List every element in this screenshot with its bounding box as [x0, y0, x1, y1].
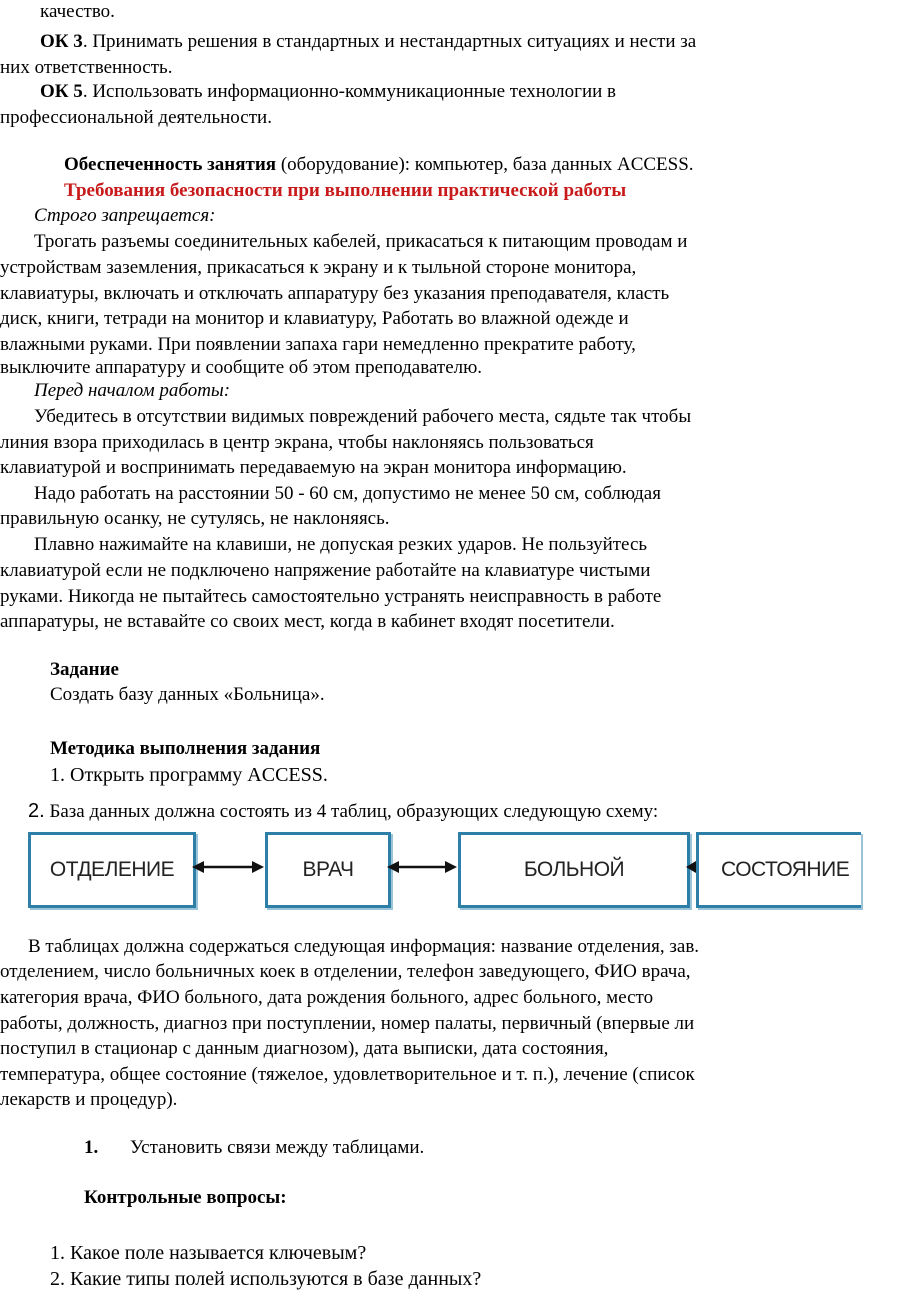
step-2	[28, 801, 844, 821]
paragraph-line: устройствам заземления, прикасаться к экрану и к тыльной стороне монитора,	[0, 257, 637, 278]
paragraph-line: клавиатурой и воспринимать передаваемую на экран монитора информацию.	[0, 457, 627, 478]
question-1: 1. Какое поле называется ключевым?	[50, 1242, 367, 1264]
double-arrow-icon	[686, 859, 696, 875]
step-1: 1. Открыть программу ACCESS.	[50, 764, 328, 786]
links-step	[84, 1138, 900, 1157]
diagram-box-state: СОСТОЯНИЕ	[696, 832, 861, 908]
ok3-text: . Принимать решения в стандартных и нестандартных ситуациях и нести за	[82, 31, 697, 52]
equipment-text: (оборудование): компьютер, база данных ACCESS.	[276, 154, 694, 175]
paragraph-line: Надо работать на расстоянии 50 - 60 см, допустимо не менее 50 см, соблюдая	[34, 483, 661, 504]
paragraph-line: В таблицах должна содержаться следующая информация: название отделения, зав.	[28, 936, 700, 957]
diagram-box-patient: БОЛЬНОЙ	[458, 832, 690, 908]
step-2-number: 2.	[28, 800, 45, 822]
paragraph-line: категория врача, ФИО больного, дата рождения больного, адрес больного, место	[0, 987, 654, 1008]
ok5-label: ОК 5	[40, 81, 83, 102]
before-work-heading: Перед началом работы:	[34, 380, 231, 401]
ok3-label: ОК 3	[40, 31, 83, 52]
text-line: профессиональной деятельности.	[0, 107, 272, 128]
ok3-line	[40, 32, 856, 51]
paragraph-line: аппаратуры, не вставайте со своих мест, когда в кабинет входят посетители.	[0, 611, 615, 632]
paragraph-line: Плавно нажимайте на клавиши, не допуская резких ударов. Не пользуйтесь	[34, 534, 648, 555]
paragraph-line: правильную осанку, не сутулясь, не наклоняясь.	[0, 508, 390, 529]
paragraph-line: температура, общее состояние (тяжелое, удовлетворительное и т. п.), лечение (список	[0, 1064, 695, 1085]
links-step-text: Установить связи между таблицами.	[130, 1137, 425, 1158]
question-2: 2. Какие типы полей используются в базе данных?	[50, 1268, 482, 1290]
ok5-text: . Использовать информационно-коммуникационные технологии в	[82, 81, 617, 102]
paragraph-line: клавиатуры, включать и отключать аппаратуру без указания преподавателя, класть	[0, 283, 670, 304]
equipment-line	[64, 155, 880, 174]
links-step-number: 1.	[84, 1137, 99, 1158]
diagram-box-department: ОТДЕЛЕНИЕ	[28, 832, 196, 908]
equipment-label: Обеспеченность занятия	[64, 154, 277, 175]
text-line: качество.	[40, 1, 115, 22]
paragraph-line: руками. Никогда не пытайтесь самостоятельно устранять неисправность в работе	[0, 586, 662, 607]
paragraph-line: влажными руками. При появлении запаха гари немедленно прекратите работу,	[0, 334, 636, 355]
paragraph-line: работы, должность, диагноз при поступлении, номер палаты, первичный (впервые ли	[0, 1013, 695, 1034]
safety-title: Требования безопасности при выполнении практической работы	[64, 180, 627, 201]
paragraph-line: линия взора приходилась в центр экрана, чтобы наклоняясь пользоваться	[0, 432, 594, 453]
paragraph-line: клавиатурой если не подключено напряжение работайте на клавиатуре чистыми	[0, 560, 651, 581]
paragraph-line: Трогать разъемы соединительных кабелей, прикасаться к питающим проводам и	[34, 231, 688, 252]
double-arrow-icon	[192, 859, 264, 875]
task-title: Задание	[50, 659, 119, 680]
paragraph-line: лекарств и процедур).	[0, 1089, 178, 1110]
paragraph-line: выключите аппаратуру и сообщите об этом преподавателю.	[0, 357, 483, 378]
method-title: Методика выполнения задания	[50, 738, 321, 759]
paragraph-line: поступил в стационар с данным диагнозом), дата выписки, дата состояния,	[0, 1038, 609, 1059]
step-2-text: База данных должна состоять из 4 таблиц, образующих следующую схему:	[44, 801, 659, 822]
diagram-box-doctor: ВРАЧ	[265, 832, 391, 908]
task-text: Создать базу данных «Больница».	[50, 684, 325, 705]
double-arrow-icon	[387, 859, 457, 875]
paragraph-line: отделением, число больничных коек в отделении, телефон заведующего, ФИО врача,	[0, 961, 691, 982]
questions-title: Контрольные вопросы:	[84, 1187, 287, 1208]
text-line: них ответственность.	[0, 57, 173, 78]
paragraph-line: Убедитесь в отсутствии видимых повреждений рабочего места, сядьте так чтобы	[34, 406, 692, 427]
ok5-line	[0, 82, 816, 101]
paragraph-line: диск, книги, тетради на монитор и клавиатуру, Работать во влажной одежде и	[0, 308, 629, 329]
forbidden-heading: Строго запрещается:	[34, 205, 216, 226]
